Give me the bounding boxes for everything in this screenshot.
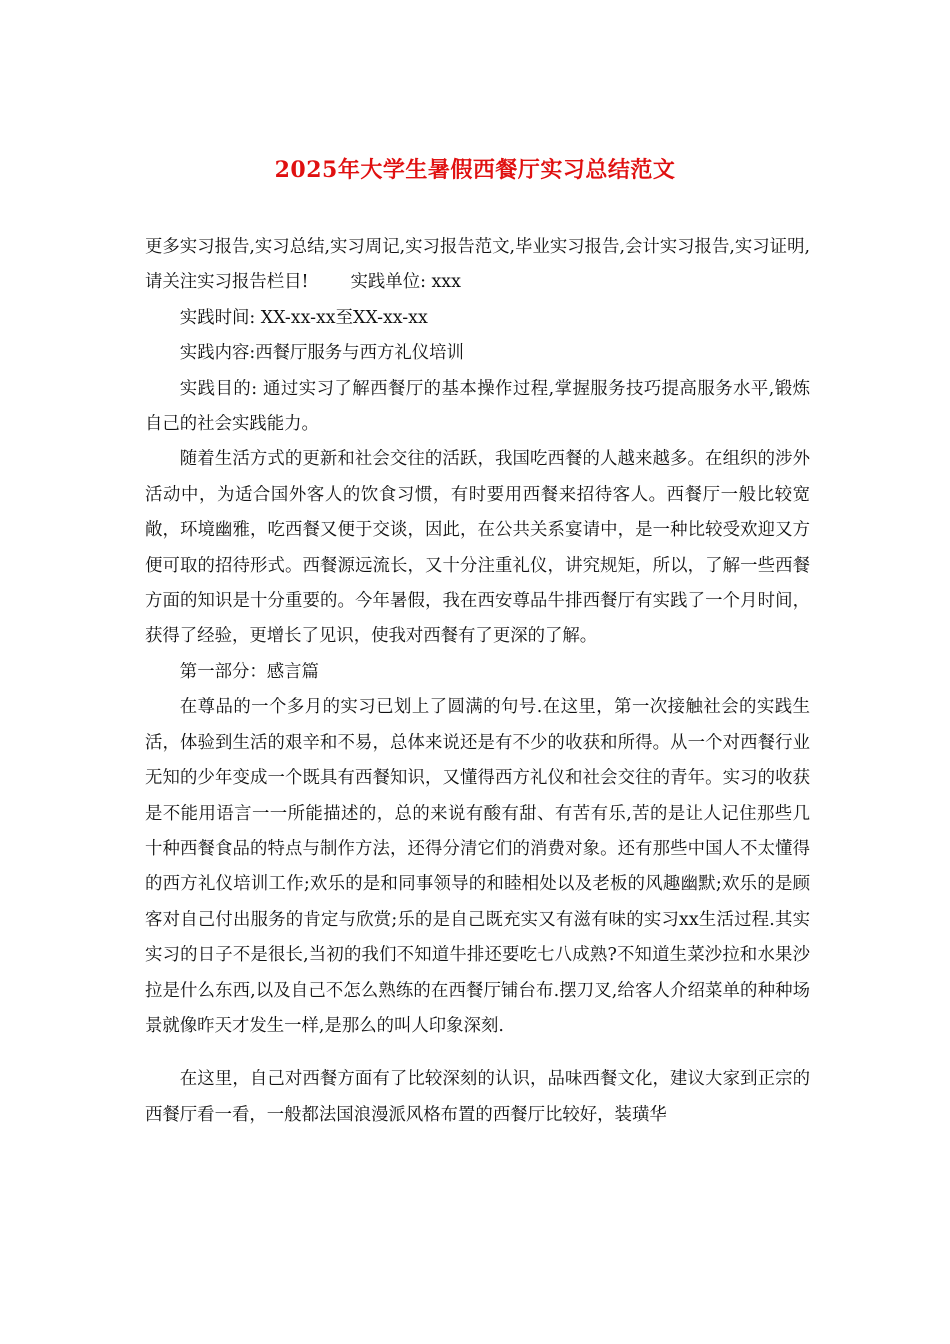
practice-time: 实践时间: XX-xx-xx至XX-xx-xx bbox=[179, 307, 428, 328]
practice-content: 实践内容:西餐厅服务与西方礼仪培训 bbox=[179, 343, 464, 364]
practice-purpose: 实践目的: 通过实习了解西餐厅的基本操作过程,掌握服务技巧提高服务水平,锻炼自己的社会实践能力。 bbox=[145, 378, 810, 435]
paragraph-1: 随着生活方式的更新和社会交往的活跃，我国吃西餐的人越来越多。在组织的涉外活动中，为适合国外客人的饮食习惯，有时要用西餐来招待客人。西餐厅一般比较宽敞，环境幽雅，吃西餐又便于交谈，因此，在公共关系宴请中，是一种比较受欢迎又方便可取的招待形式。西餐源远流长，又十分注重礼仪，讲究规矩，所以，了解一些西餐方面的知识是十分重要的。今年暑假，我在西安尊品牛排西餐厅有实践了一个月时间，获得了经验，更增长了见识，使我对西餐有了更深的了解。 bbox=[145, 449, 810, 647]
intro-paragraph bbox=[145, 230, 810, 301]
practice-unit: 实践单位: xxx bbox=[350, 272, 461, 293]
section-heading: 第一部分：感言篇 bbox=[179, 661, 319, 682]
intro-line: 更多实习报告,实习总结,实习周记,实习报告范文,毕业实习报告,会计实习报告,实习证明,请关注实习报告栏目! bbox=[145, 237, 810, 293]
paragraph-2: 在尊品的一个多月的实习已划上了圆满的句号.在这里，第一次接触社会的实践生活，体验到生活的艰辛和不易，总体来说还是有不少的收获和所得。从一个对西餐行业无知的少年变成一个既具有西餐知识，又懂得西方礼仪和社会交往的青年。实习的收获是不能用语言一一所能描述的，总的来说有酸有甜、有苦有乐,苦的是让人记住那些几十种西餐食品的特点与制作方法，还得分清它们的消费对象。还有那些中国人不太懂得的西方礼仪培训工作;欢乐的是和同事领导的和睦相处以及老板的风趣幽默;欢乐的是顾客对自己付出服务的肯定与欣赏;乐的是自己既充实又有滋有味的实习xx生活过程.其实实习的日子不是很长,当初的我们不知道牛排还要吃七八成熟?不知道生菜沙拉和水果沙拉是什么东西,以及自己不怎么熟练的在西餐厅铺台布.摆刀叉,给客人介绍菜单的种种场景就像昨天才发生一样,是那么的叫人印象深刻. bbox=[145, 697, 810, 1036]
document-body bbox=[145, 230, 810, 1133]
document-title: 2025年大学生暑假西餐厅实习总结范文 bbox=[274, 157, 676, 183]
paragraph-3: 在这里，自己对西餐方面有了比较深刻的认识，品味西餐文化，建议大家到正宗的西餐厅看一看，一般都法国浪漫派风格布置的西餐厅比较好，装璜华 bbox=[145, 1069, 810, 1125]
